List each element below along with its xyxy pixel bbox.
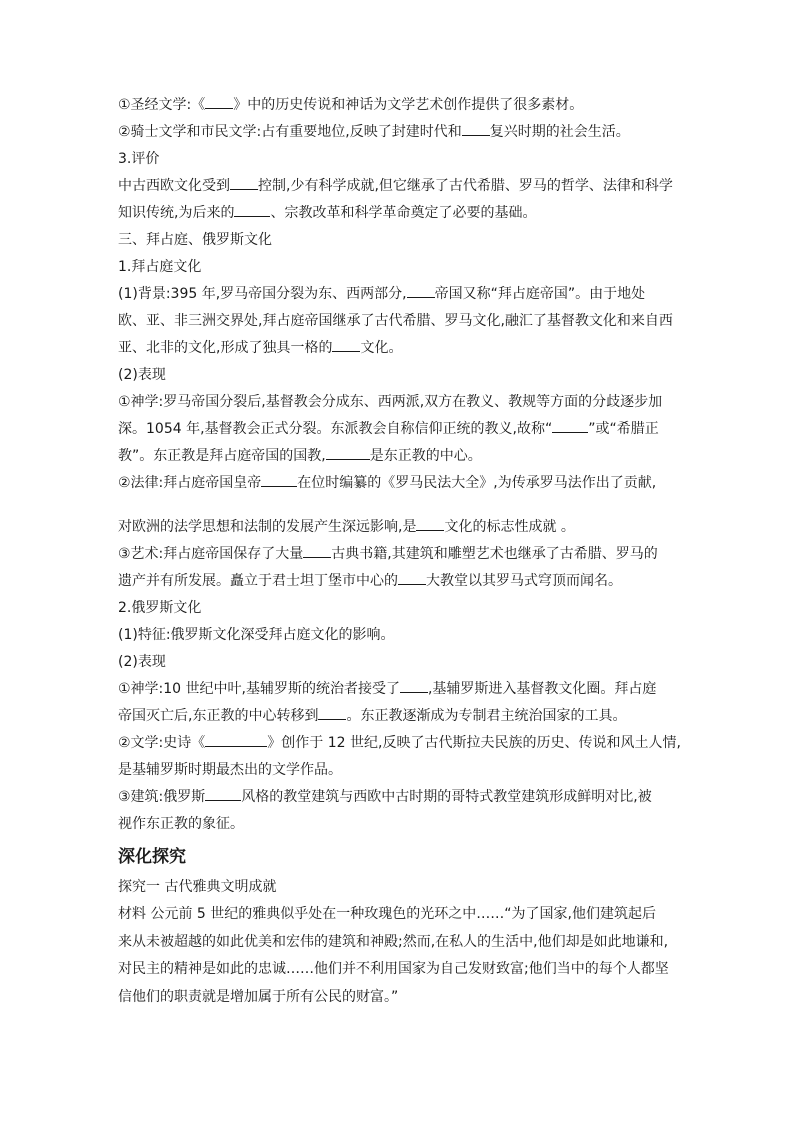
line-text-before-blank: 对欧洲的法学思想和法制的发展产生深远影响,是 — [118, 519, 417, 535]
line-text-before-blank: 帝国灭亡后,东正教的中心转移到 — [118, 708, 319, 724]
explore-title: 探究一 古代雅典文明成就 — [118, 879, 277, 895]
line-text-before-blank: 深。1054 年,基督教会正式分裂。东派教会自称信仰正统的教义,故称“ — [118, 421, 553, 437]
fill-in-blank — [261, 472, 297, 487]
material-line: 来从未被超越的如此优美和宏伟的建筑和神殿;然而,在私人的生活中,他们却是如此地谦和, — [118, 933, 669, 950]
line-text: (1)特征:俄罗斯文化深受拜占庭文化的影响。 — [118, 627, 395, 643]
text-line — [118, 443, 686, 470]
text-line — [118, 568, 686, 595]
fill-in-blank — [303, 543, 331, 558]
fill-in-blank — [326, 445, 370, 460]
line-text-after-blank: 是东正教的中心。 — [369, 448, 482, 464]
line-text-before-blank: ①圣经文学:《 — [118, 97, 206, 113]
text-line — [118, 649, 686, 676]
material-passage — [118, 901, 686, 1011]
text-line — [118, 254, 686, 281]
line-text: (2)表现 — [118, 654, 166, 670]
line-text: ①神学:罗马帝国分裂后,基督教会分成东、西两派,双方在教义、教规等方面的分歧逐步加 — [118, 394, 663, 410]
section-title: 深化探究 — [118, 847, 186, 867]
line-text-before-blank: ②骑士文学和市民文学:占有重要地位,反映了封建时代和 — [118, 124, 462, 140]
line-text-after-blank: ”或“希腊正 — [588, 421, 659, 437]
line-text: 视作东正教的象征。 — [118, 816, 244, 832]
text-line — [118, 119, 686, 146]
text-line — [118, 227, 686, 254]
line-text: 是基辅罗斯时期最杰出的文学作品。 — [118, 762, 342, 778]
line-text-after-blank: 。东正教逐渐成为专制君主统治国家的工具。 — [346, 708, 627, 724]
material-line: 对民主的精神是如此的忠诚……他们并不利用国家为自己发财致富;他们当中的每个人都坚 — [118, 961, 669, 977]
fill-in-blank — [552, 418, 588, 433]
fill-in-blank — [332, 337, 360, 352]
text-line — [118, 676, 686, 703]
line-text: 2.俄罗斯文化 — [118, 600, 202, 616]
line-text: 三、拜占庭、俄罗斯文化 — [118, 232, 272, 248]
line-text-after-blank: 》中的历史传说和神话为文学艺术创作提供了很多素材。 — [233, 97, 584, 113]
paragraph-gap — [118, 497, 686, 514]
line-text-before-blank: 亚、北非的文化,形成了独具一格的 — [118, 340, 333, 356]
fill-in-blank — [205, 786, 241, 801]
text-line — [118, 730, 686, 757]
line-text-before-blank: 遗产并有所发展。矗立于君士坦丁堡市中心的 — [118, 573, 398, 589]
line-text-after-blank: 》创作于 12 世纪,反映了古代斯拉夫民族的历史、传说和风土人情, — [267, 735, 681, 751]
material-line: 信他们的职责就是增加属于所有公民的财富。” — [118, 988, 399, 1005]
text-line — [118, 173, 686, 200]
line-text-after-blank: 、宗教改革和科学革命奠定了必要的基础。 — [270, 205, 537, 221]
line-text-before-blank: 教”。东正教是拜占庭帝国的国教, — [118, 448, 326, 464]
fill-in-blank — [234, 202, 270, 217]
line-text: 1.拜占庭文化 — [118, 259, 202, 275]
text-line — [118, 514, 686, 541]
line-text-before-blank: ③建筑:俄罗斯 — [118, 789, 206, 805]
line-text: 欧、亚、非三洲交界处,拜占庭帝国继承了古代希腊、罗马文化,融汇了基督教文化和来自西 — [118, 313, 673, 329]
line-text-after-blank: 帝国又称“拜占庭帝国”。由于地处 — [434, 286, 646, 302]
fill-in-blank — [205, 94, 233, 109]
text-line — [118, 757, 686, 784]
text-line — [118, 92, 686, 119]
line-text-after-blank: 文化的标志性成就 。 — [444, 519, 575, 535]
line-text-after-blank: 古典书籍,其建筑和雕塑艺术也继承了古希腊、罗马的 — [331, 546, 658, 562]
line-text-before-blank: 知识传统,为后来的 — [118, 205, 235, 221]
fill-in-blank — [230, 175, 258, 190]
text-line — [118, 541, 686, 568]
text-line — [118, 784, 686, 811]
line-text-before-blank: ①神学:10 世纪中叶,基辅罗斯的统治者接受了 — [118, 681, 400, 697]
line-text-before-blank: ③艺术:拜占庭帝国保存了大量 — [118, 546, 304, 562]
fill-in-blank — [318, 705, 346, 720]
text-line — [118, 703, 686, 730]
text-line — [118, 416, 686, 443]
line-text: 3.评价 — [118, 151, 160, 167]
fill-in-blank — [407, 283, 435, 298]
text-line — [118, 146, 686, 173]
fill-in-blank — [462, 121, 490, 136]
text-line — [118, 470, 686, 497]
line-text-after-blank: 控制,少有科学成就,但它继承了古代希腊、罗马的哲学、法律和科学 — [258, 178, 673, 194]
text-line — [118, 335, 686, 362]
fill-in-blank — [205, 732, 267, 747]
line-text-after-blank: 大教堂以其罗马式穹顶而闻名。 — [426, 573, 622, 589]
text-line — [118, 811, 686, 838]
text-line — [118, 362, 686, 389]
document-page — [118, 92, 686, 1011]
text-line — [118, 200, 686, 227]
line-text-before-blank: (1)背景:395 年,罗马帝国分裂为东、西两部分, — [118, 286, 407, 302]
line-text-after-blank: ,基辅罗斯进入基督教文化圈。拜占庭 — [427, 681, 657, 697]
material-line: 材料 公元前 5 世纪的雅典似乎处在一种玫瑰色的光环之中……“为了国家,他们建筑起后 — [118, 906, 656, 922]
study-notes — [118, 92, 686, 838]
fill-in-blank — [398, 570, 426, 585]
line-text-before-blank: 中古西欧文化受到 — [118, 178, 230, 194]
text-line — [118, 622, 686, 649]
fill-in-blank — [400, 678, 428, 693]
line-text-before-blank: ②文学:史诗《 — [118, 735, 206, 751]
line-text-before-blank: ②法律:拜占庭帝国皇帝 — [118, 475, 262, 491]
line-text-after-blank: 文化。 — [360, 340, 403, 356]
line-text-after-blank: 复兴时期的社会生活。 — [489, 124, 630, 140]
text-line — [118, 308, 686, 335]
text-line — [118, 389, 686, 416]
line-text-after-blank: 风格的教堂建筑与西欧中古时期的哥特式教堂建筑形成鲜明对比,被 — [241, 789, 652, 805]
text-line — [118, 595, 686, 622]
line-text: (2)表现 — [118, 367, 166, 383]
text-line — [118, 281, 686, 308]
line-text-after-blank: 在位时编纂的《罗马民法大全》,为传承罗马法作出了贡献, — [297, 475, 657, 491]
fill-in-blank — [416, 516, 444, 531]
